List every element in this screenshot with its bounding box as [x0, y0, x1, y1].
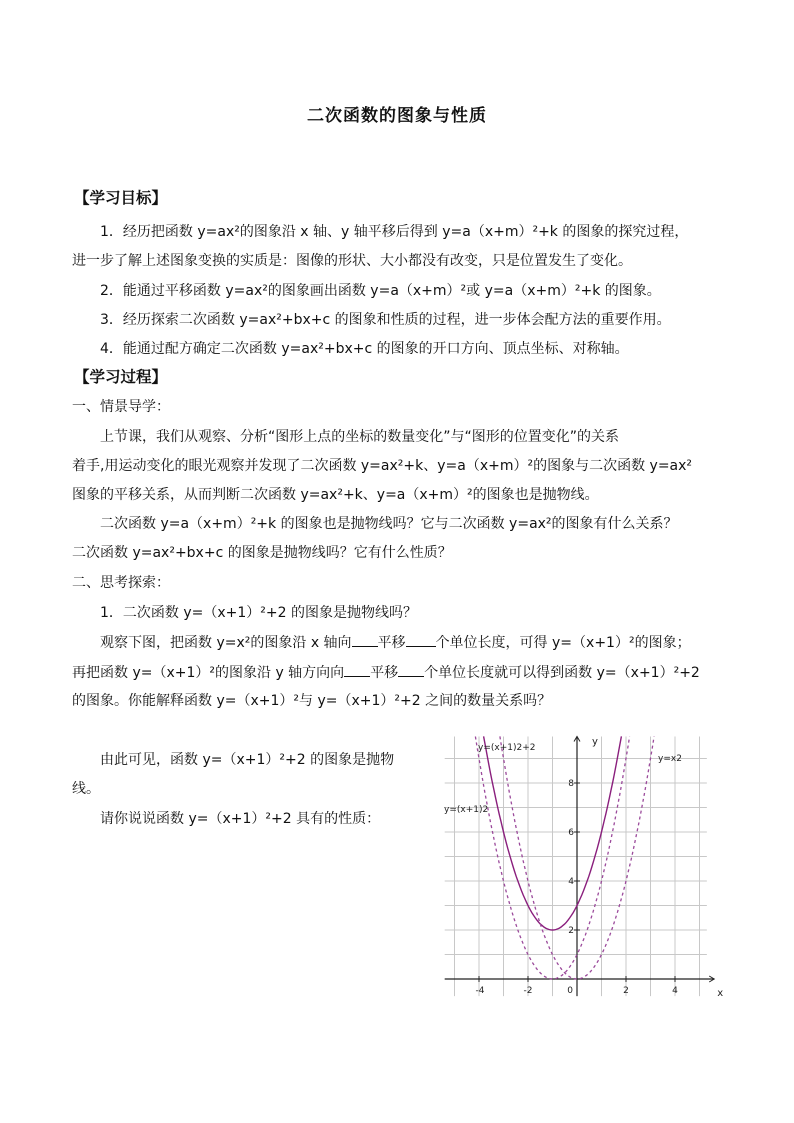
curve-label-shifted-left: y=(x+1)2 — [444, 805, 489, 815]
goal-2: 2．能通过平移函数 y=ax²的图象画出函数 y=a（x+m）²或 y=a（x+m）²+k 的图象。 — [100, 283, 661, 299]
x-axis-label: x — [717, 988, 724, 999]
parabola-graph — [440, 738, 736, 998]
page-title: 二次函数的图象与性质 — [307, 106, 487, 126]
curve-label-shifted-up: y=(x+1)2+2 — [478, 743, 536, 753]
y-tick-label: 2 — [568, 926, 574, 936]
part-1-paragraph-1-line-3: 图象的平移关系，从而判断二次函数 y=ax²+k、y=a（x+m）²的图象也是抛物线。 — [72, 487, 599, 503]
graph-labels — [444, 736, 723, 999]
goal-3: 3．经历探索二次函数 y=ax²+bx+c 的图象和性质的过程，进一步体会配方法的重要作用。 — [100, 312, 671, 328]
observation-text-c: 个单位长度，可得 y=（x+1）²的图象； — [435, 635, 691, 651]
goal-1-line-2: 进一步了解上述图象变换的实质是：图像的形状、大小都没有改变，只是位置发生了变化。 — [72, 253, 632, 269]
origin-label: 0 — [567, 986, 573, 996]
curve-label-base: y=x2 — [658, 754, 682, 764]
y-tick-label: 4 — [568, 877, 574, 887]
goal-1-line-1: 1．经历把函数 y=ax²的图象沿 x 轴、y 轴平移后得到 y=a（x+m）²+k 的图象的探究过程， — [100, 224, 689, 240]
part-1-heading: 一、情景导学： — [72, 399, 170, 415]
observation-line-2 — [72, 662, 700, 683]
y-tick-label: 8 — [568, 779, 574, 789]
part-1-paragraph-2-line-2: 二次函数 y=ax²+bx+c 的图象是抛物线吗？它有什么性质？ — [72, 545, 452, 561]
fill-blank-units-1[interactable] — [406, 632, 436, 647]
observation-text-f: 个单位长度就可以得到函数 y=（x+1）²+2 — [424, 665, 700, 681]
parabola-graph-svg — [440, 738, 736, 998]
y-tick-label: 6 — [568, 828, 574, 838]
x-tick-label: 4 — [672, 986, 678, 996]
observation-text-a: 观察下图，把函数 y=x²的图象沿 x 轴向 — [100, 635, 352, 651]
graph-curves — [475, 736, 654, 979]
fill-blank-units-2[interactable] — [398, 662, 424, 677]
graph-axes — [445, 736, 715, 996]
observation-line-1 — [100, 632, 691, 653]
x-tick-label: -2 — [523, 986, 533, 996]
conclusion-line-1: 由此可见，函数 y=（x+1）²+2 的图象是抛物 — [100, 752, 395, 768]
y-axis-label: y — [592, 736, 598, 748]
conclusion-line-2: 线。 — [72, 781, 100, 797]
part-1-paragraph-1-line-1: 上节课，我们从观察、分析“图形上点的坐标的数量变化”与“图形的位置变化”的关系 — [100, 429, 620, 445]
process-heading: 【学习过程】 — [74, 368, 168, 386]
goals-heading: 【学习目标】 — [74, 189, 168, 207]
question-1: 1．二次函数 y=（x+1）²+2 的图象是抛物线吗？ — [100, 605, 417, 621]
x-tick-label: -4 — [475, 986, 485, 996]
observation-text-b: 平移 — [377, 635, 406, 651]
observation-line-3: 的图象。你能解释函数 y=（x+1）²与 y=（x+1）²+2 之间的数量关系吗？ — [72, 693, 552, 709]
properties-prompt: 请你说说函数 y=（x+1）²+2 具有的性质： — [100, 811, 381, 827]
fill-blank-direction-2[interactable] — [344, 662, 370, 677]
observation-text-d: 再把函数 y=（x+1）²的图象沿 y 轴方向向 — [72, 665, 345, 681]
observation-text-e: 平移 — [370, 665, 399, 681]
goal-4: 4．能通过配方确定二次函数 y=ax²+bx+c 的图象的开口方向、顶点坐标、对称轴。 — [100, 341, 629, 357]
part-1-paragraph-1-line-2: 着手,用运动变化的眼光观察并发现了二次函数 y=ax²+k、y=a（x+m）²的图象与二次函数 y=ax² — [72, 458, 693, 474]
part-1-paragraph-2-line-1: 二次函数 y=a（x+m）²+k 的图象也是抛物线吗？它与二次函数 y=ax²的图象有什么关系？ — [100, 516, 678, 532]
part-2-heading: 二、思考探索： — [72, 575, 170, 591]
fill-blank-direction-1[interactable] — [352, 632, 378, 647]
x-tick-label: 2 — [623, 986, 629, 996]
